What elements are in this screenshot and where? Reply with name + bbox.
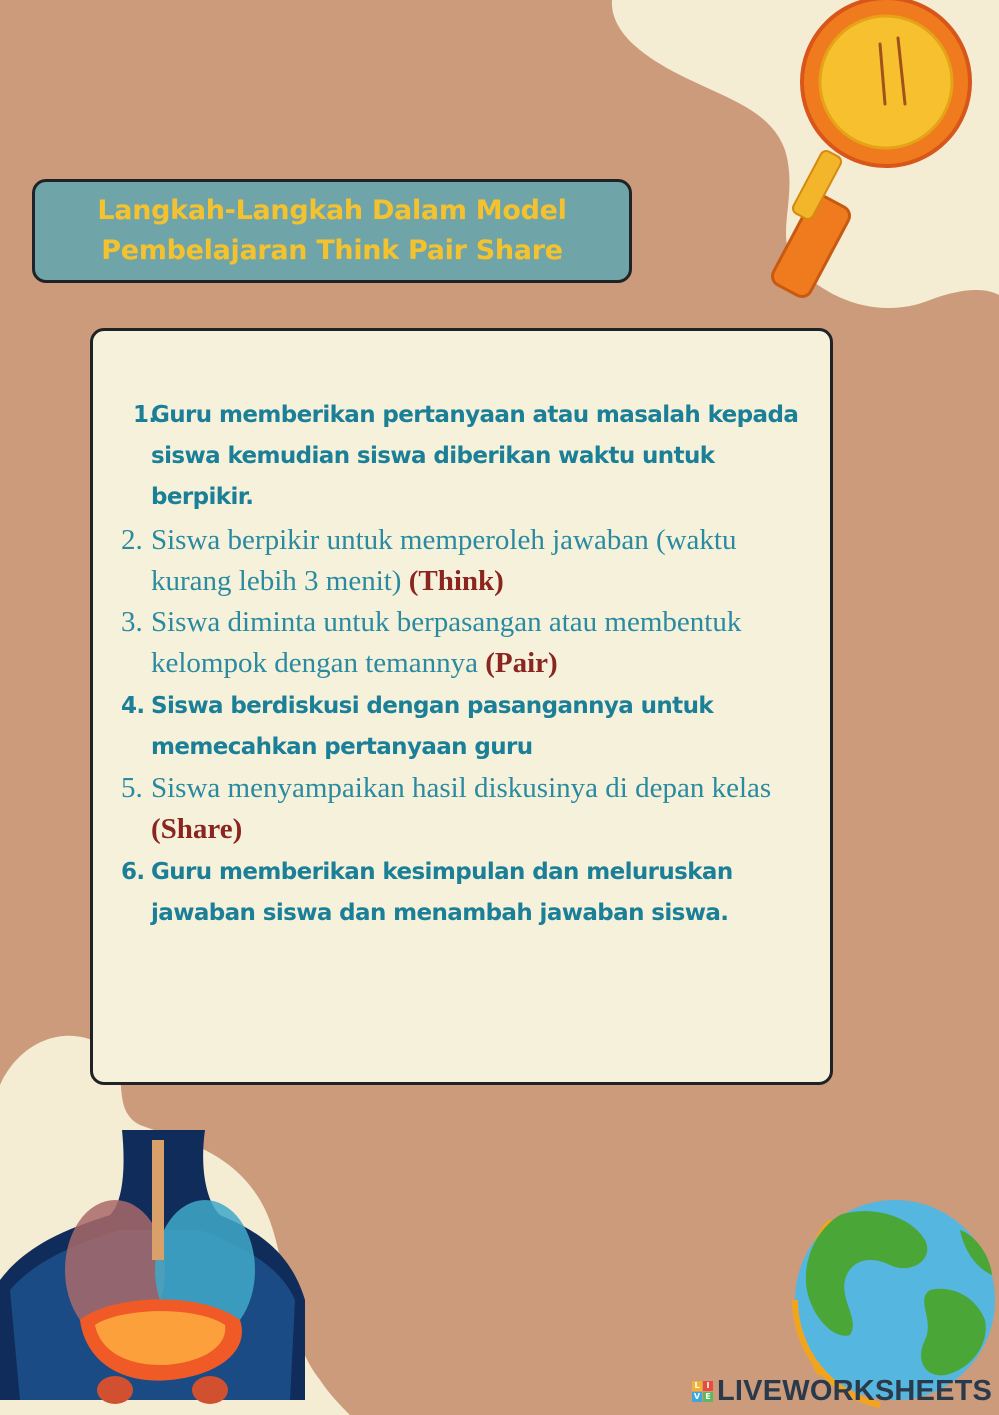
list-item — [121, 852, 821, 934]
step-text: Guru memberikan kesimpulan dan meluruskan jawaban siswa dan menambah jawaban siswa. — [151, 859, 733, 926]
logo-letter: V — [693, 1391, 701, 1401]
step-text: Guru memberikan pertanyaan atau masalah kepada siswa kemudian siswa diberikan waktu untuk berpikir. — [151, 402, 799, 510]
list-item — [133, 395, 821, 518]
list-item — [121, 686, 821, 768]
page-title: Langkah-Langkah Dalam Model Pembelajaran Think Pair Share — [97, 195, 567, 266]
liveworksheets-watermark — [692, 1374, 992, 1408]
logo-letter: E — [703, 1392, 713, 1402]
step-tag: (Pair) — [485, 647, 558, 679]
step-tag: (Think) — [408, 565, 504, 597]
step-text: Siswa diminta untuk berpasangan atau membentuk kelompok dengan temannya — [151, 606, 742, 679]
list-item — [121, 602, 821, 684]
list-item — [121, 768, 821, 850]
logo-letter: I — [703, 1381, 713, 1391]
list-item — [121, 520, 821, 602]
steps-card — [90, 328, 833, 1085]
step-number: 2. — [121, 524, 143, 556]
step-number: 3. — [121, 606, 143, 638]
step-number: 4. — [121, 693, 145, 719]
step-number: 5. — [121, 772, 143, 804]
steps-list — [121, 395, 821, 934]
step-text: Siswa berpikir untuk memperoleh jawaban (waktu kurang lebih 3 menit) — [151, 524, 737, 597]
step-number: 1. — [133, 402, 157, 428]
step-text: Siswa menyampaikan hasil diskusinya di depan kelas — [151, 772, 772, 804]
logo-letter: L — [692, 1381, 702, 1391]
liveworksheets-logo-icon — [692, 1381, 713, 1402]
title-box — [32, 179, 632, 283]
step-number: 6. — [121, 859, 145, 885]
watermark-text: LIVEWORKSHEETS — [717, 1374, 993, 1407]
step-text: Siswa berdiskusi dengan pasangannya untuk memecahkan pertanyaan guru — [151, 693, 714, 760]
step-tag: (Share) — [151, 813, 243, 845]
